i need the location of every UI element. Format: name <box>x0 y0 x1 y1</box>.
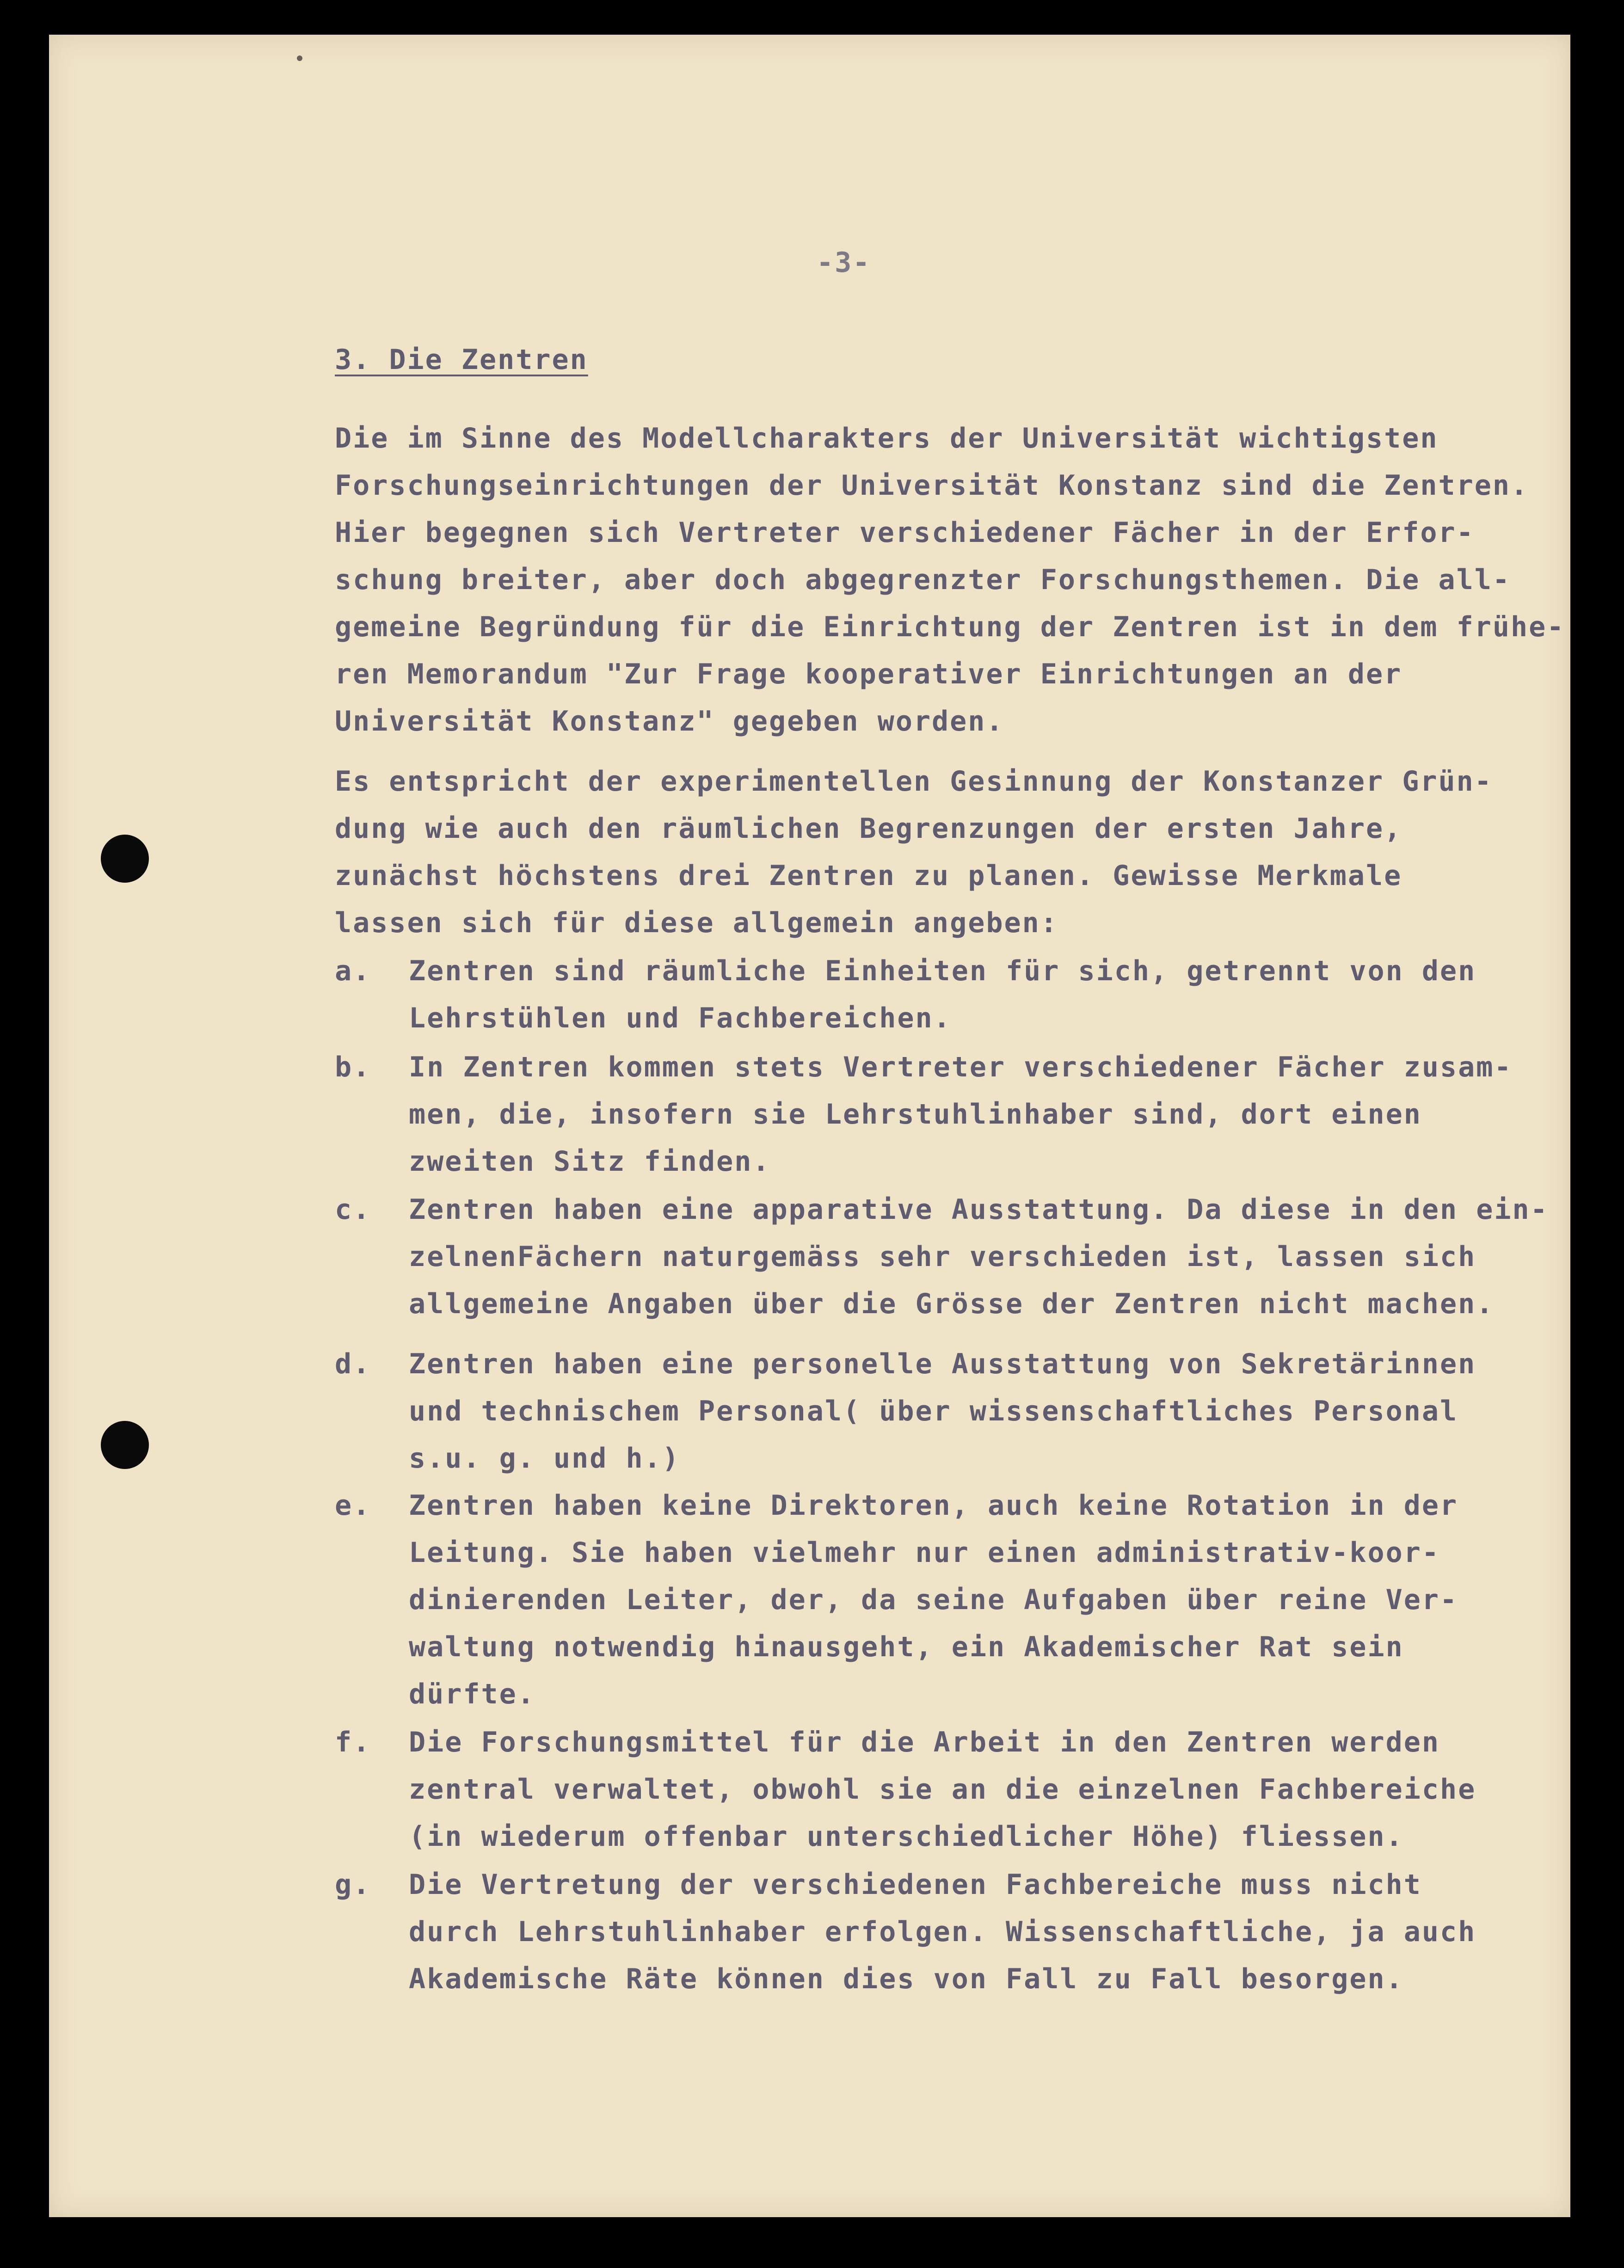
text-line: dürfte. <box>409 1678 535 1710</box>
text-line: (in wiederum offenbar unterschiedlicher Höhe) fliessen. <box>409 1820 1404 1853</box>
text-line: schung breiter, aber doch abgegrenzter Forschungsthemen. Die all- <box>335 564 1511 596</box>
text-line: dung wie auch den räumlichen Begrenzungen der ersten Jahre, <box>335 812 1403 845</box>
text-line: zunächst höchstens drei Zentren zu planen. Gewisse Merkmale <box>335 860 1403 892</box>
text-line: Es entspricht der experimentellen Gesinnung der Konstanzer Grün- <box>335 765 1493 798</box>
list-item-letter: f. <box>335 1726 371 1758</box>
text-line: Lehrstühlen und Fachbereichen. <box>409 1002 952 1034</box>
list-item-letter: d. <box>335 1348 371 1380</box>
text-line: men, die, insofern sie Lehrstuhlinhaber sind, dort einen <box>409 1098 1422 1131</box>
text-line: Forschungseinrichtungen der Universität Konstanz sind die Zentren. <box>335 469 1529 502</box>
text-line: Universität Konstanz" gegeben worden. <box>335 705 1004 738</box>
text-line: Zentren sind räumliche Einheiten für sich, getrennt von den <box>409 955 1476 987</box>
text-line: Zentren haben eine apparative Ausstattung. Da diese in den ein- <box>409 1193 1549 1226</box>
text-line: s.u. g. und h.) <box>409 1442 680 1475</box>
list-item-letter: a. <box>335 955 371 987</box>
text-line: zentral verwaltet, obwohl sie an die einzelnen Fachbereiche <box>409 1773 1476 1806</box>
paper-speck <box>297 55 302 61</box>
text-line: waltung notwendig hinausgeht, ein Akademischer Rat sein <box>409 1631 1404 1663</box>
punch-hole-top <box>101 835 149 883</box>
list-item-letter: c. <box>335 1193 371 1226</box>
text-line: dinierenden Leiter, der, da seine Aufgaben über reine Ver- <box>409 1584 1458 1616</box>
text-line: Hier begegnen sich Vertreter verschiedener Fächer in der Erfor- <box>335 516 1475 549</box>
text-line: Die im Sinne des Modellcharakters der Universität wichtigsten <box>335 422 1439 455</box>
text-line: zweiten Sitz finden. <box>409 1145 771 1178</box>
list-item-letter: g. <box>335 1868 371 1901</box>
text-line: Die Vertretung der verschiedenen Fachbereiche muss nicht <box>409 1868 1422 1901</box>
list-item-letter: e. <box>335 1489 371 1522</box>
document-page <box>49 35 1570 2217</box>
text-line: Zentren haben eine personelle Ausstattung von Sekretärinnen <box>409 1348 1476 1380</box>
text-line: durch Lehrstuhlinhaber erfolgen. Wissenschaftliche, ja auch <box>409 1916 1476 1948</box>
text-line: zelnenFächern naturgemäss sehr verschieden ist, lassen sich <box>409 1241 1476 1273</box>
text-line: In Zentren kommen stets Vertreter verschiedener Fächer zusam- <box>409 1051 1513 1083</box>
text-line: Leitung. Sie haben vielmehr nur einen administrativ-koor- <box>409 1537 1440 1569</box>
punch-hole-bottom <box>101 1421 149 1469</box>
section-heading: 3. Die Zentren <box>335 344 588 376</box>
text-line: und technischem Personal( über wissenschaftliches Personal <box>409 1395 1458 1427</box>
list-item-letter: b. <box>335 1051 371 1083</box>
text-line: lassen sich für diese allgemein angeben: <box>335 907 1058 939</box>
text-line: Die Forschungsmittel für die Arbeit in den Zentren werden <box>409 1726 1440 1758</box>
text-line: ren Memorandum "Zur Frage kooperativer Einrichtungen an der <box>335 658 1403 690</box>
page-number: -3- <box>817 246 871 279</box>
text-line: gemeine Begründung für die Einrichtung der Zentren ist in dem frühe- <box>335 611 1565 643</box>
text-line: Akademische Räte können dies von Fall zu Fall besorgen. <box>409 1963 1404 1995</box>
text-line: Zentren haben keine Direktoren, auch keine Rotation in der <box>409 1489 1458 1522</box>
text-line: allgemeine Angaben über die Grösse der Zentren nicht machen. <box>409 1288 1495 1320</box>
